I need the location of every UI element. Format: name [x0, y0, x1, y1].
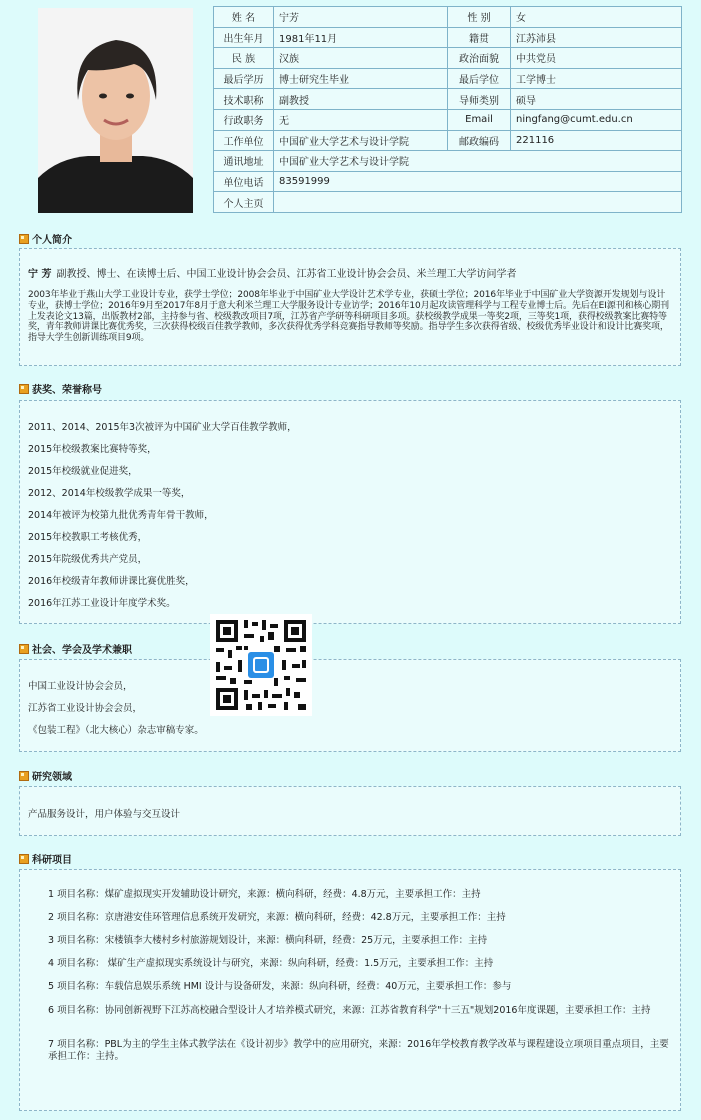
field-value: 中国矿业大学艺术与设计学院 [274, 130, 448, 151]
portrait-image [38, 8, 193, 213]
section-bullet-icon [19, 771, 29, 781]
award-item: 2011、2014、2015年3次被评为中国矿业大学百佳教学教师， [28, 422, 297, 433]
section-title-text: 研究领域 [32, 772, 72, 783]
profile-row [214, 192, 682, 213]
section-bullet-icon [19, 384, 29, 394]
profile-photo [38, 8, 193, 213]
field-value: 副教授 [274, 89, 448, 110]
profile-row [214, 171, 682, 192]
email-value[interactable]: ningfang@cumt.edu.cn [511, 109, 682, 130]
project-item: 2 项目名称：京唐港安佳环管理信息系统开发研究，来源：横向科研，经费：42.8万元，主要承担工作：主持 [48, 912, 506, 923]
social-box [19, 659, 681, 752]
projects-box [19, 869, 681, 1111]
section-title-projects [19, 851, 72, 866]
field-value: 1981年11月 [274, 27, 448, 48]
section-title-text: 科研项目 [32, 855, 72, 866]
research-text: 产品服务设计，用户体验与交互设计 [28, 809, 181, 820]
field-label: 导师类别 [448, 89, 511, 110]
intro-headline [28, 265, 672, 280]
field-value: 宁芳 [274, 7, 448, 28]
section-bullet-icon [19, 854, 29, 864]
field-label: 民 族 [214, 48, 274, 69]
social-item: 《包装工程》（北大核心）杂志审稿专家。 [28, 725, 204, 736]
field-label: 最后学历 [214, 68, 274, 89]
section-title-text: 获奖、荣誉称号 [32, 385, 102, 396]
intro-headline-text: 副教授、博士、在读博士后、中国工业设计协会会员、江苏省工业设计协会会员、米兰理工大学访问学者 [56, 269, 517, 280]
award-item: 2016年江苏工业设计年度学术奖。 [28, 598, 176, 609]
profile-row [214, 109, 682, 130]
profile-row [214, 130, 682, 151]
award-item: 2015年校教职工考核优秀， [28, 532, 148, 543]
section-title-text: 个人简介 [32, 235, 72, 246]
award-item: 2016年校级青年教师讲课比赛优胜奖， [28, 576, 195, 587]
profile-row [214, 68, 682, 89]
research-box [19, 786, 681, 836]
field-value: 博士研究生毕业 [274, 68, 448, 89]
intro-box [19, 248, 681, 366]
field-value: 83591999 [274, 171, 682, 192]
field-label: 邮政编码 [448, 130, 511, 151]
qr-code-icon [210, 614, 312, 716]
field-value: 工学博士 [511, 68, 682, 89]
field-value: 无 [274, 109, 448, 130]
project-item: 1 项目名称：煤矿虚拟现实开发辅助设计研究，来源：横向科研，经费：4.8万元，主要承担工作：主持 [48, 889, 481, 900]
profile-row [214, 27, 682, 48]
field-label: 姓 名 [214, 7, 274, 28]
project-item: 7 项目名称：PBL为主的学生主体式教学法在《设计初步》教学中的应用研究，来源：2016年学校教育教学改革与课程建设立项项目重点项目，主要承担工作：主持。 [48, 1039, 669, 1062]
field-label: 单位电话 [214, 171, 274, 192]
profile-row [214, 48, 682, 69]
field-label: Email [448, 109, 511, 130]
field-value: 硕导 [511, 89, 682, 110]
award-item: 2015年院级优秀共产党员， [28, 554, 148, 565]
field-label: 技术职称 [214, 89, 274, 110]
field-label: 政治面貌 [448, 48, 511, 69]
section-title-text: 社会、学会及学术兼职 [32, 645, 132, 656]
award-item: 2015年校级教案比赛特等奖， [28, 444, 157, 455]
field-label: 出生年月 [214, 27, 274, 48]
field-label: 最后学位 [448, 68, 511, 89]
section-bullet-icon [19, 234, 29, 244]
homepage-value[interactable] [274, 192, 682, 213]
section-title-awards [19, 381, 102, 396]
field-label: 籍贯 [448, 27, 511, 48]
profile-row [214, 151, 682, 172]
profile-row [214, 89, 682, 110]
intro-body: 2003年毕业于燕山大学工业设计专业，获学士学位；2008年毕业于中国矿业大学设计艺术学专业，获硕士学位；2016年毕业于中国矿业大学资源开发规划与设计专业，获博士学位；2016年9月至2017年8月于意大利米兰理工大学服务设计专业访学；2016年10月起攻读管理科学与工程专业博士后。先后在EI源刊和核心期刊上发表论文13篇，出版教材2部，主持参与省、校级教改项目7项，江苏省产学研等科研项目多项。获校级教学成果一等奖2项，三等奖1项，获得校级教案比赛特等奖，青年教师讲课比赛优秀奖，三次获得校级百佳教学教师，多次获得优秀学科竞赛指导教师等奖励。指导学生多次获得省级、校级优秀毕业设计和设计比赛奖项，指导大学生创新训练项目9项。 [28, 290, 670, 344]
award-item: 2014年被评为校第九批优秀青年骨干教师， [28, 510, 214, 521]
section-bullet-icon [19, 644, 29, 654]
profile-table [213, 6, 682, 213]
field-label: 性 别 [448, 7, 511, 28]
social-item: 江苏省工业设计协会会员， [28, 703, 143, 714]
field-value: 中国矿业大学艺术与设计学院 [274, 151, 682, 172]
field-value: 汉族 [274, 48, 448, 69]
field-label: 个人主页 [214, 192, 274, 213]
social-item: 中国工业设计协会会员， [28, 681, 133, 692]
project-item: 3 项目名称：宋楼镇李大楼村乡村旅游规划设计，来源：横向科研，经费：25万元，主要承担工作：主持 [48, 935, 488, 946]
section-title-intro [19, 231, 72, 246]
section-title-research [19, 768, 72, 783]
project-item: 6 项目名称：协同创新视野下江苏高校融合型设计人才培养模式研究，来源：江苏省教育科学"十三五"规划2016年度课题，主要承担工作：主持 [48, 1005, 651, 1016]
project-item: 4 项目名称： 煤矿生产虚拟现实系统设计与研究，来源：纵向科研，经费：1.5万元，主要承担工作：主持 [48, 958, 494, 969]
field-label: 工作单位 [214, 130, 274, 151]
field-value: 221116 [511, 130, 682, 151]
profile-row [214, 7, 682, 28]
award-item: 2015年校级就业促进奖， [28, 466, 138, 477]
section-title-social [19, 641, 132, 656]
project-item: 5 项目名称：车载信息娱乐系统 HMI 设计与设备研发，来源：纵向科研，经费：40万元，主要承担工作：参与 [48, 981, 512, 992]
qr-code[interactable] [210, 614, 312, 716]
award-item: 2012、2014年校级教学成果一等奖， [28, 488, 191, 499]
intro-name: 宁 芳 [28, 269, 52, 280]
field-label: 行政职务 [214, 109, 274, 130]
awards-box [19, 400, 681, 624]
field-value: 女 [511, 7, 682, 28]
field-label: 通讯地址 [214, 151, 274, 172]
field-value: 中共党员 [511, 48, 682, 69]
field-value: 江苏沛县 [511, 27, 682, 48]
